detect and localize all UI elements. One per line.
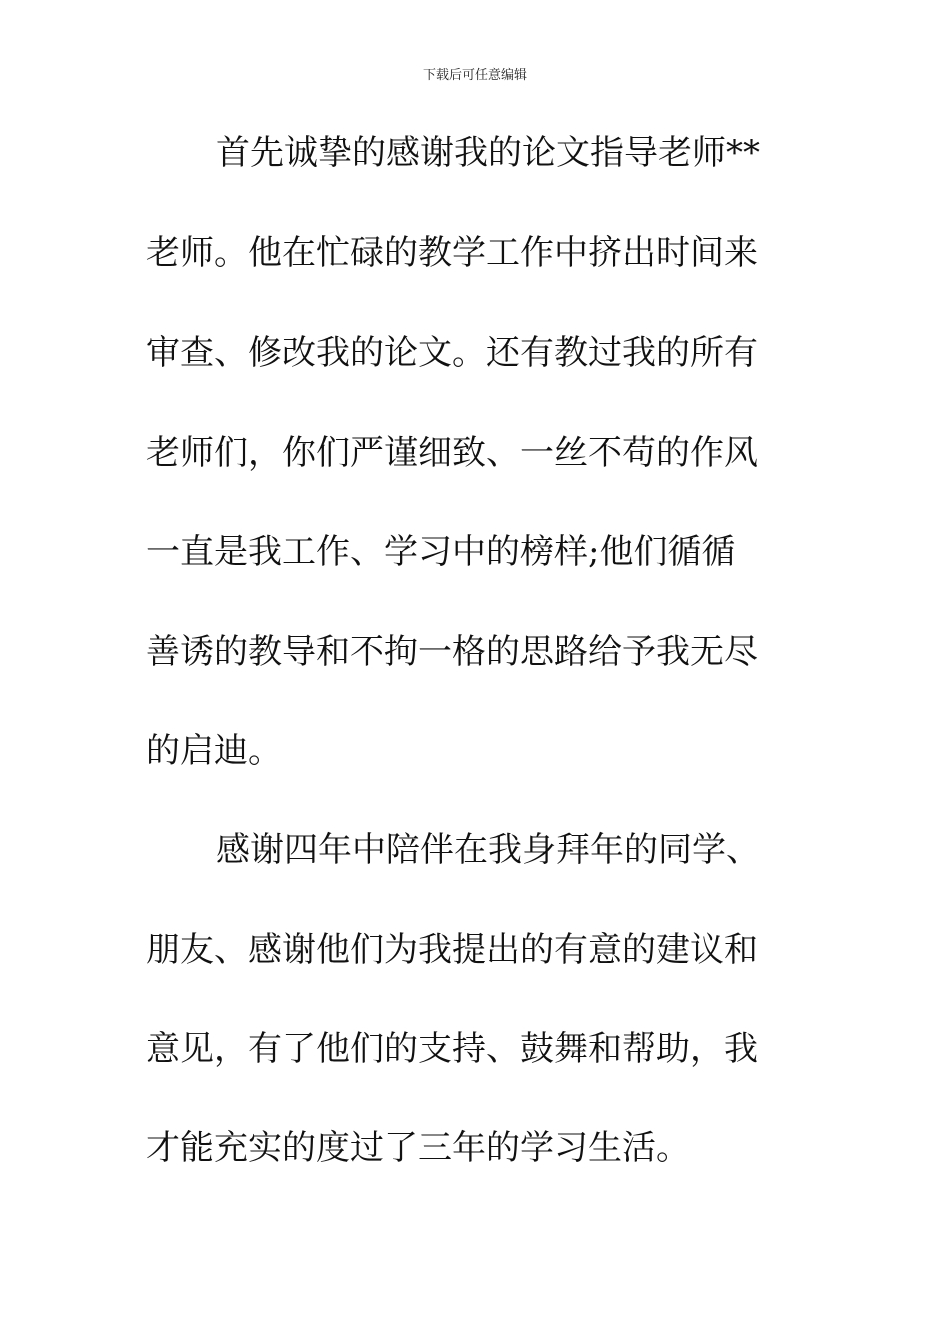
paragraph-2-line-2: 朋友、感谢他们为我提出的有意的建议和	[146, 930, 758, 970]
paragraph-1-line-5: 一直是我工作、学习中的榜样;他们循循	[146, 532, 736, 572]
paragraph-1-line-7: 的启迪。	[146, 731, 282, 771]
paragraph-1-line-6: 善诱的教导和不拘一格的思路给予我无尽	[146, 632, 758, 672]
paragraph-1-line-2: 老师。他在忙碌的教学工作中挤出时间来	[146, 233, 758, 273]
paragraph-2-line-1: 感谢四年中陪伴在我身拜年的同学、	[216, 830, 760, 870]
paragraph-1-line-4: 老师们，你们严谨细致、一丝不苟的作风	[146, 433, 758, 473]
paragraph-1-line-1: 首先诚挚的感谢我的论文指导老师**	[216, 133, 760, 173]
header-note: 下载后可任意编辑	[422, 68, 527, 83]
paragraph-2-line-3: 意见，有了他们的支持、鼓舞和帮助，我	[146, 1029, 758, 1069]
paragraph-1-line-3: 审查、修改我的论文。还有教过我的所有	[146, 333, 758, 373]
paragraph-2-line-4: 才能充实的度过了三年的学习生活。	[146, 1128, 690, 1168]
